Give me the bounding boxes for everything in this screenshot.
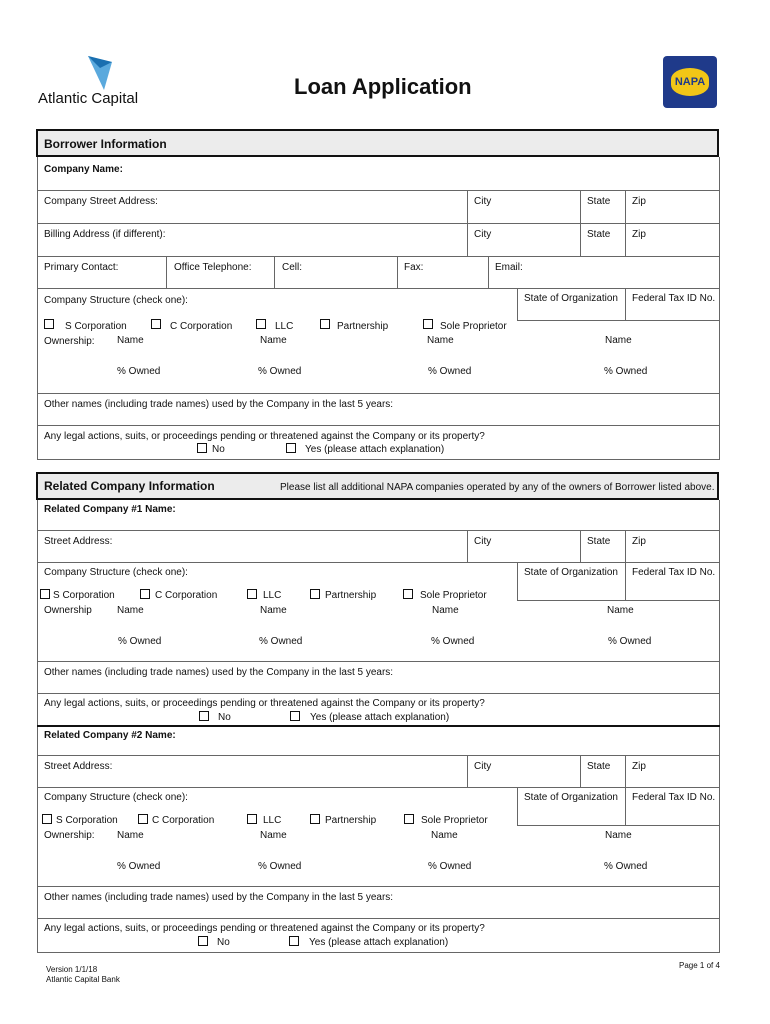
related-1-c-corp-label: C Corporation <box>155 590 218 601</box>
page-title: Loan Application <box>294 74 472 99</box>
related-2-legal-no-checkbox[interactable] <box>198 936 208 946</box>
sole-proprietor-checkbox[interactable] <box>423 319 433 329</box>
related-2-ownership-label: Ownership: <box>44 830 95 841</box>
related-1-owner-1-name[interactable]: Name <box>117 605 144 616</box>
federal-tax-id-field[interactable]: Federal Tax ID No. <box>632 293 716 304</box>
company-structure-label: Company Structure (check one): <box>44 295 188 306</box>
related-1-street-field[interactable]: Street Address: <box>44 536 113 547</box>
related-2-zip-field[interactable]: Zip <box>632 761 646 772</box>
related-2-state-org-field[interactable]: State of Organization <box>524 792 618 803</box>
related-1-tax-id-field[interactable]: Federal Tax ID No. <box>632 567 716 578</box>
cell-field[interactable]: Cell: <box>282 262 303 273</box>
related-section-title: Related Company Information <box>44 479 215 493</box>
related-1-legal-question: Any legal actions, suits, or proceedings pending or threatened against the Company or its property? <box>44 698 485 709</box>
footer-version: Version 1/1/18 <box>46 965 98 974</box>
related-1-partnership-label: Partnership <box>325 590 377 601</box>
email-field[interactable]: Email: <box>495 262 523 273</box>
owner-1-percent[interactable]: % Owned <box>117 366 161 377</box>
owner-4-percent[interactable]: % Owned <box>604 366 648 377</box>
related-1-ownership-label: Ownership <box>44 605 92 616</box>
partnership-label: Partnership <box>337 321 389 332</box>
related-1-zip-field[interactable]: Zip <box>632 536 646 547</box>
related-1-owner-2-name[interactable]: Name <box>260 605 287 616</box>
related-1-owner-4-percent[interactable]: % Owned <box>608 636 652 647</box>
s-corporation-label: S Corporation <box>65 321 127 332</box>
related-2-street-field[interactable]: Street Address: <box>44 761 113 772</box>
napa-logo-text: NAPA <box>671 68 709 96</box>
company-name-field[interactable]: Company Name: <box>44 164 123 175</box>
related-1-structure-label: Company Structure (check one): <box>44 567 188 578</box>
related-2-partnership-label: Partnership <box>325 815 377 826</box>
related-2-llc-checkbox[interactable] <box>247 814 257 824</box>
state-of-organization-field[interactable]: State of Organization <box>524 293 618 304</box>
llc-label: LLC <box>275 321 294 332</box>
fax-field[interactable]: Fax: <box>404 262 424 273</box>
owner-3-percent[interactable]: % Owned <box>428 366 472 377</box>
related-2-s-corp-label: S Corporation <box>56 815 118 826</box>
zip-field[interactable]: Zip <box>632 196 646 207</box>
city-field[interactable]: City <box>474 196 492 207</box>
related-2-legal-yes-checkbox[interactable] <box>289 936 299 946</box>
owner-4-name[interactable]: Name <box>605 335 632 346</box>
owner-1-name[interactable]: Name <box>117 335 144 346</box>
billing-address-field[interactable]: Billing Address (if different): <box>44 229 166 240</box>
partnership-checkbox[interactable] <box>320 319 330 329</box>
llc-checkbox[interactable] <box>256 319 266 329</box>
legal-no-checkbox[interactable] <box>197 443 207 453</box>
billing-state-field[interactable]: State <box>587 229 611 240</box>
related-company-1-name-field[interactable]: Related Company #1 Name: <box>44 504 176 515</box>
related-2-owner-3-percent[interactable]: % Owned <box>428 861 472 872</box>
owner-2-name[interactable]: Name <box>260 335 287 346</box>
ownership-label: Ownership: <box>44 336 95 347</box>
related-2-owner-2-name[interactable]: Name <box>260 830 287 841</box>
related-1-owner-2-percent[interactable]: % Owned <box>259 636 303 647</box>
legal-yes-label: Yes (please attach explanation) <box>305 444 445 455</box>
related-1-sole-prop-checkbox[interactable] <box>403 589 413 599</box>
related-2-other-names-field[interactable]: Other names (including trade names) used by the Company in the last 5 years: <box>44 892 394 903</box>
related-1-legal-yes-label: Yes (please attach explanation) <box>310 712 450 723</box>
office-telephone-field[interactable]: Office Telephone: <box>174 262 252 273</box>
related-2-owner-4-name[interactable]: Name <box>605 830 632 841</box>
billing-city-field[interactable]: City <box>474 229 492 240</box>
owner-3-name[interactable]: Name <box>427 335 454 346</box>
related-2-sole-prop-label: Sole Proprietor <box>421 815 488 826</box>
primary-contact-field[interactable]: Primary Contact: <box>44 262 119 273</box>
related-2-legal-no-label: No <box>217 937 230 948</box>
footer-bank: Atlantic Capital Bank <box>46 975 120 984</box>
related-1-sole-prop-label: Sole Proprietor <box>420 590 487 601</box>
related-2-structure-label: Company Structure (check one): <box>44 792 188 803</box>
related-1-other-names-field[interactable]: Other names (including trade names) used by the Company in the last 5 years: <box>44 667 394 678</box>
related-1-legal-yes-checkbox[interactable] <box>290 711 300 721</box>
related-2-c-corp-label: C Corporation <box>152 815 215 826</box>
related-1-owner-3-name[interactable]: Name <box>432 605 459 616</box>
related-2-legal-question: Any legal actions, suits, or proceedings pending or threatened against the Company or its property? <box>44 923 485 934</box>
related-2-state-field[interactable]: State <box>587 761 611 772</box>
related-1-s-corp-label: S Corporation <box>53 590 115 601</box>
related-2-owner-3-name[interactable]: Name <box>431 830 458 841</box>
s-corporation-checkbox[interactable] <box>44 319 54 329</box>
owner-2-percent[interactable]: % Owned <box>258 366 302 377</box>
borrower-section-title: Borrower Information <box>44 137 167 151</box>
napa-logo <box>663 56 717 108</box>
related-1-state-org-field[interactable]: State of Organization <box>524 567 618 578</box>
related-1-owner-3-percent[interactable]: % Owned <box>431 636 475 647</box>
related-1-partnership-checkbox[interactable] <box>310 589 320 599</box>
related-2-partnership-checkbox[interactable] <box>310 814 320 824</box>
footer-page-number: Page 1 of 4 <box>679 961 720 970</box>
related-2-llc-label: LLC <box>263 815 282 826</box>
related-2-legal-yes-label: Yes (please attach explanation) <box>309 937 449 948</box>
related-1-legal-no-checkbox[interactable] <box>199 711 209 721</box>
c-corporation-label: C Corporation <box>170 321 233 332</box>
related-2-tax-id-field[interactable]: Federal Tax ID No. <box>632 792 716 803</box>
related-2-owner-1-percent[interactable]: % Owned <box>117 861 161 872</box>
related-1-llc-checkbox[interactable] <box>247 589 257 599</box>
related-1-owner-1-percent[interactable]: % Owned <box>118 636 162 647</box>
other-names-field[interactable]: Other names (including trade names) used by the Company in the last 5 years: <box>44 399 394 410</box>
related-2-sole-prop-checkbox[interactable] <box>404 814 414 824</box>
related-1-s-corp-checkbox[interactable] <box>40 589 50 599</box>
state-field[interactable]: State <box>587 196 611 207</box>
related-1-owner-4-name[interactable]: Name <box>607 605 634 616</box>
atlantic-capital-logo-icon <box>86 54 116 92</box>
related-section-note: Please list all additional NAPA companies operated by any of the owners of Borrower listed above. <box>280 482 715 493</box>
related-1-c-corp-checkbox[interactable] <box>140 589 150 599</box>
street-address-field[interactable]: Company Street Address: <box>44 196 158 207</box>
related-company-2-name-field[interactable]: Related Company #2 Name: <box>44 730 176 741</box>
related-2-owner-1-name[interactable]: Name <box>117 830 144 841</box>
company-logo-text: Atlantic Capital <box>38 90 139 107</box>
c-corporation-checkbox[interactable] <box>151 319 161 329</box>
related-1-state-field[interactable]: State <box>587 536 611 547</box>
related-1-city-field[interactable]: City <box>474 536 492 547</box>
related-1-legal-no-label: No <box>218 712 231 723</box>
billing-zip-field[interactable]: Zip <box>632 229 646 240</box>
legal-no-label: No <box>212 444 225 455</box>
legal-actions-question: Any legal actions, suits, or proceedings pending or threatened against the Company or its property? <box>44 431 485 442</box>
related-2-city-field[interactable]: City <box>474 761 492 772</box>
related-2-owner-4-percent[interactable]: % Owned <box>604 861 648 872</box>
related-2-owner-2-percent[interactable]: % Owned <box>258 861 302 872</box>
related-1-llc-label: LLC <box>263 590 282 601</box>
sole-proprietor-label: Sole Proprietor <box>440 321 507 332</box>
legal-yes-checkbox[interactable] <box>286 443 296 453</box>
related-2-s-corp-checkbox[interactable] <box>42 814 52 824</box>
related-2-c-corp-checkbox[interactable] <box>138 814 148 824</box>
